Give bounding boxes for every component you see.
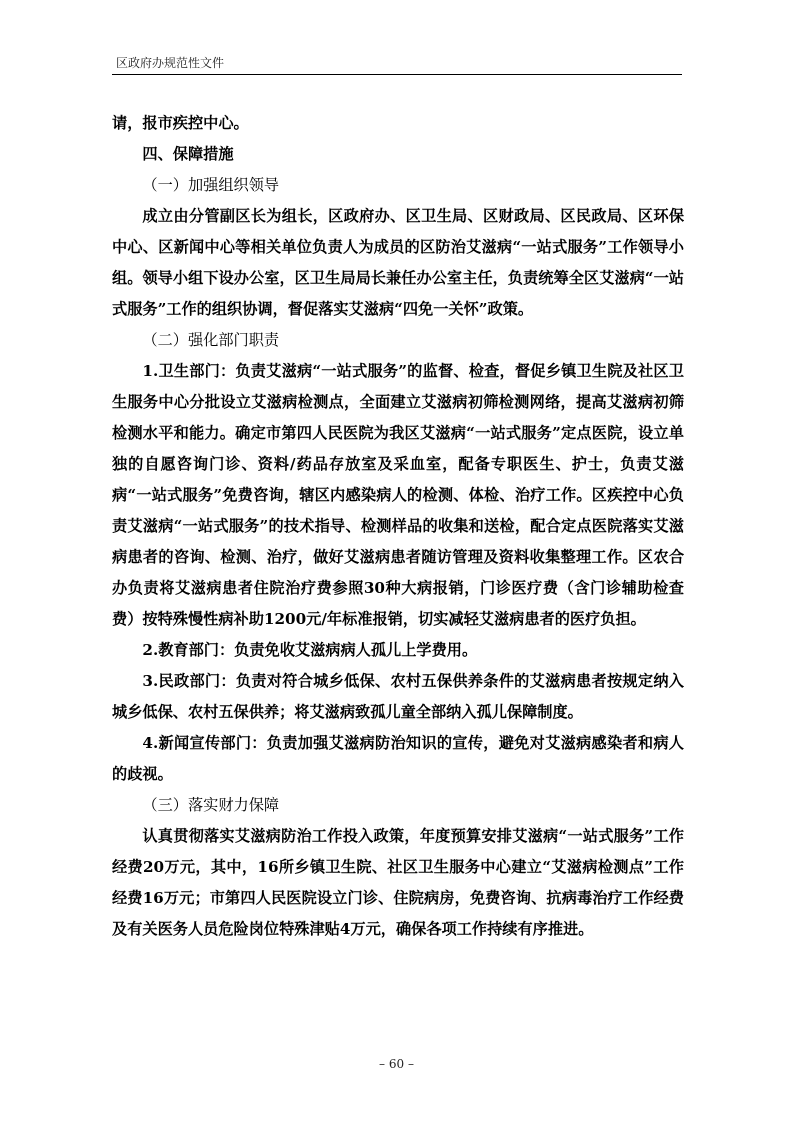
document-body [112,108,684,945]
item-civil-affairs-department: 3.民政部门：负责对符合城乡低保、农村五保供养条件的艾滋病患者按规定纳入城乡低保、农村五保供养；将艾滋病致孤儿童全部纳入孤儿保障制度。 [112,672,684,721]
page-header [112,56,682,75]
page-number: – 60 – [379,1057,414,1071]
item-health-department: 1.卫生部门：负责艾滋病“一站式服务”的监督、检查，督促乡镇卫生院及社区卫生服务中心分批设立艾滋病检测点，全面建立艾滋病初筛检测网络，提高艾滋病初筛检测水平和能力。确定市第四人民医院为我区艾滋病“一站式服务”定点医院，设立单独的自愿咨询门诊、资料/药品存放室及采血室，配备专职医生、护士，负责艾滋病“一站式服务”免费咨询，辖区内感染病人的检测、体检、治疗工作。区疾控中心负责艾滋病“一站式服务”的技术指导、检测样品的收集和送检，配合定点医院落实艾滋病患者的咨询、检测、治疗，做好艾滋病患者随访管理及资料收集整理工作。区农合办负责将艾滋病患者住院治疗费参照30种大病报销，门诊医疗费（含门诊辅助检查费）按特殊慢性病补助1200元/年标准报销，切实减轻艾滋病患者的医疗负担。 [112,362,684,628]
item-news-department: 4.新闻宣传部门：负责加强艾滋病防治知识的宣传，避免对艾滋病感染者和病人的歧视。 [112,734,684,783]
subheading-3: （三）落实财力保障 [142,796,280,814]
continued-paragraph: 请，报市疾控中心。 [112,114,249,132]
paragraph-organization: 成立由分管副区长为组长，区政府办、区卫生局、区财政局、区民政局、区环保中心、区新闻中心等相关单位负责人为成员的区防治艾滋病“一站式服务”工作领导小组。领导小组下设办公室，区卫生局局长兼任办公室主任，负责统筹全区艾滋病“一站式服务”工作的组织协调，督促落实艾滋病“四免一关怀”政策。 [112,207,684,318]
header-title: 区政府办规范性文件 [116,56,225,70]
subheading-2: （二）强化部门职责 [142,331,280,349]
subheading-1: （一）加强组织领导 [142,176,280,194]
section-heading-4: 四、保障措施 [142,145,234,163]
item-education-department: 2.教育部门：负责免收艾滋病病人孤儿上学费用。 [142,641,478,659]
paragraph-funding: 认真贯彻落实艾滋病防治工作投入政策，年度预算安排艾滋病“一站式服务”工作经费20万元，其中，16所乡镇卫生院、社区卫生服务中心建立“艾滋病检测点”工作经费16万元；市第四人民医院设立门诊、住院病房，免费咨询、抗病毒治疗工作经费及有关医务人员危险岗位特殊津贴4万元，确保各项工作持续有序推进。 [112,827,684,938]
